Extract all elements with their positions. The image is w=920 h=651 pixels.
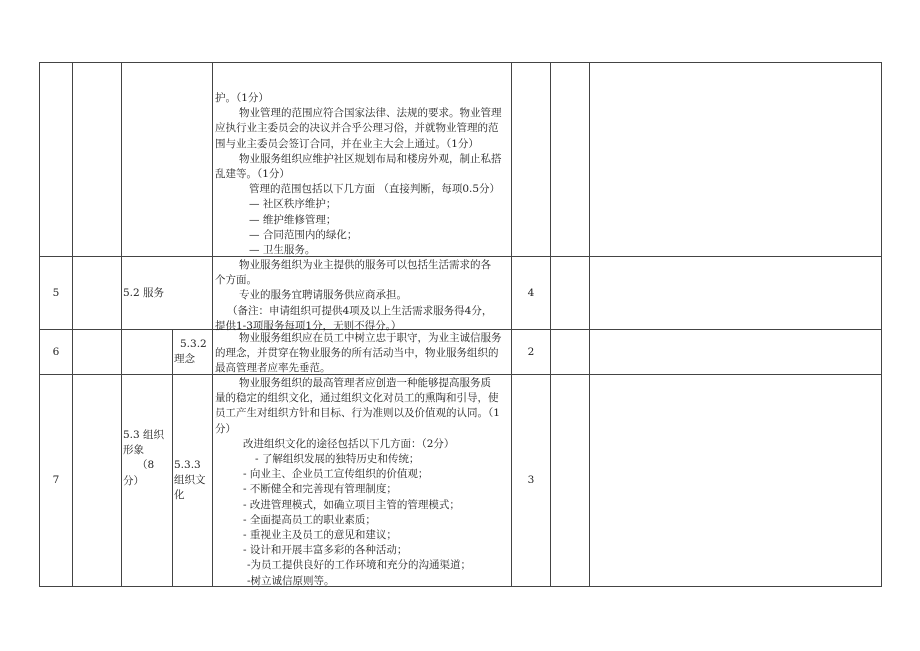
- requirement-line: 物业管理的范围应符合国家法律、法规的要求。物业管理: [239, 107, 502, 120]
- requirement-line: 的理念，并贯穿在物业服务的所有活动当中，物业服务组织的: [215, 347, 499, 360]
- requirement-text: [215, 91, 509, 258]
- requirement-line: 个方面。: [215, 274, 257, 287]
- requirement-line: 物业服务组织应维护社区规划布局和楼房外观，制止私搭: [239, 152, 502, 165]
- sub-clause-number: 5.3.2: [180, 338, 207, 350]
- requirement-line: 提供1-3项服务每项1分，无则不得分。）: [215, 319, 402, 332]
- requirement-line: 最高管理者应率先垂范。: [215, 362, 331, 375]
- row-number: 7: [52, 474, 60, 486]
- requirement-line: - 全面提高员工的职业素质；: [243, 513, 376, 526]
- col-divider: [212, 62, 213, 587]
- col-divider: [121, 62, 122, 587]
- requirement-line: 物业服务组织为业主提供的服务可以包括生活需求的各: [239, 259, 491, 271]
- requirement-line: - 设计和开展丰富多彩的各种活动；: [243, 544, 408, 557]
- row-number: 5: [52, 287, 60, 299]
- clause-title: 5.2 服务: [123, 287, 165, 299]
- requirement-line: 乱建等。（1分）: [215, 168, 290, 181]
- col-divider: [72, 62, 73, 587]
- score-value: 2: [527, 346, 535, 358]
- requirement-line: 量的稳定的组织文化，通过组织文化对员工的熏陶和引导，使: [215, 392, 499, 405]
- table-left-border: [39, 62, 40, 587]
- requirement-line: — 合同范围内的绿化；: [249, 228, 358, 241]
- requirement-line: — 社区秩序维护；: [249, 198, 337, 211]
- table-top-border: [39, 62, 882, 63]
- requirement-line: 物业服务组织应在员工中树立忠于职守，为业主诚信服务: [239, 332, 502, 344]
- sub-clause-title: [174, 458, 206, 504]
- requirement-line: 改进组织文化的途径包括以下几方面：（2分）: [243, 437, 455, 450]
- requirement-line: 专业的服务宜聘请服务供应商承担。: [239, 289, 407, 302]
- col-divider: [589, 62, 590, 587]
- requirement-text: [215, 258, 509, 334]
- col-divider: [172, 329, 173, 587]
- requirement-line: -为员工提供良好的工作环境和充分的沟通渠道；: [247, 559, 472, 572]
- score-value: 4: [527, 287, 535, 299]
- sub-clause-name: 理念: [174, 353, 195, 366]
- requirement-text: [215, 331, 509, 377]
- sub-clause-title: [174, 337, 207, 367]
- requirement-line: 员工产生对组织方针和目标、行为准则以及价值观的认同。（1: [215, 407, 500, 420]
- requirement-line: 管理的范围包括以下几方面 （直接判断，每项0.5分）: [249, 183, 501, 196]
- requirement-line: 应执行业主委员会的决议并合乎公理习俗，并就物业管理的范: [215, 122, 499, 135]
- requirement-line: — 卫生服务。: [249, 244, 316, 257]
- clause-title-line: 分）: [123, 474, 144, 487]
- col-divider: [511, 62, 512, 587]
- requirement-line: - 重视业主及员工的意见和建议；: [243, 529, 397, 542]
- requirement-line: （备注：申请组织可提供4项及以上生活需求服务得4分，: [227, 304, 493, 317]
- requirement-line: 围与业主委员会签订合同，并在业主大会上通过。（1分）: [215, 137, 479, 150]
- requirement-line: 分）: [215, 422, 236, 435]
- table-right-border: [881, 62, 882, 587]
- clause-title-line: 5.3 组织: [123, 429, 165, 441]
- requirement-line: - 向业主、企业员工宣传组织的价值观；: [243, 468, 429, 481]
- sub-clause-name: 组织文: [174, 474, 206, 487]
- clause-title: [123, 428, 164, 489]
- row-number: 6: [52, 346, 60, 358]
- clause-title-line: （8: [137, 459, 155, 472]
- requirement-line: - 了解组织发展的独特历史和传统；: [255, 453, 420, 466]
- score-value: 3: [527, 474, 535, 486]
- sub-clause-number: 5.3.3: [174, 459, 201, 471]
- requirement-line: - 改进管理模式，如确立项目主管的管理模式；: [243, 498, 460, 511]
- sub-clause-name: 化: [174, 489, 185, 502]
- requirement-line: — 维护维修管理；: [249, 213, 337, 226]
- requirement-line: -树立诚信原则等。: [247, 574, 335, 587]
- requirement-text: [215, 376, 509, 589]
- requirement-line: 物业服务组织的最高管理者应创造一种能够提高服务质: [239, 377, 491, 389]
- col-divider: [550, 62, 551, 587]
- clause-title-line: 形象: [123, 444, 144, 457]
- requirement-line: - 不断健全和完善现有管理制度；: [243, 483, 397, 496]
- requirement-line: 护。（1分）: [215, 92, 269, 104]
